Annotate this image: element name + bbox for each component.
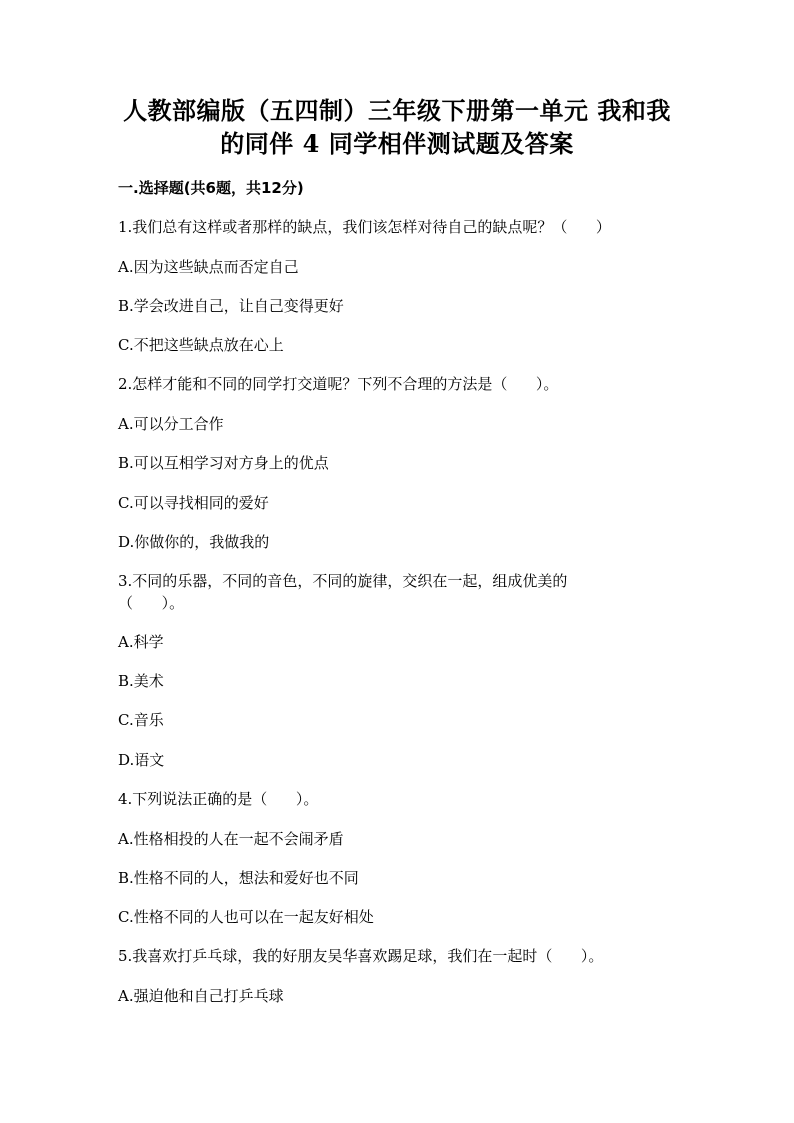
- question-2-option-b: B.可以互相学习对方身上的优点: [118, 454, 329, 472]
- question-4-option-c: C.性格不同的人也可以在一起友好相处: [118, 908, 374, 926]
- question-5-stem: 5.我喜欢打乒乓球，我的好朋友吴华喜欢踢足球，我们在一起时（ ）。: [118, 947, 604, 965]
- question-4-stem: 4.下列说法正确的是（ ）。: [118, 790, 319, 808]
- question-5-option-a: A.强迫他和自己打乒乓球: [118, 987, 284, 1005]
- section-heading: 一.选择题(共6题，共12分): [118, 179, 304, 197]
- question-2-stem: 2.怎样才能和不同的同学打交道呢？下列不合理的方法是（ ）。: [118, 375, 559, 393]
- question-4-option-b: B.性格不同的人，想法和爱好也不同: [118, 869, 359, 887]
- page-title-line-2: 的同伴 4 同学相伴测试题及答案: [220, 129, 574, 158]
- question-1-option-a: A.因为这些缺点而否定自己: [118, 258, 299, 276]
- question-3-option-a: A.科学: [118, 633, 164, 651]
- question-2-option-c: C.可以寻找相同的爱好: [118, 494, 269, 512]
- question-1-option-b: B.学会改进自己，让自己变得更好: [118, 297, 344, 315]
- question-3-stem-line-1: 3.不同的乐器，不同的音色，不同的旋律，交织在一起，组成优美的: [118, 572, 568, 590]
- question-4-option-a: A.性格相投的人在一起不会闹矛盾: [118, 830, 344, 848]
- question-3-option-c: C.音乐: [118, 711, 164, 729]
- question-3-stem-line-2: （ ）。: [118, 594, 185, 612]
- question-2-option-a: A.可以分工合作: [118, 415, 224, 433]
- question-3-option-b: B.美术: [118, 672, 164, 690]
- question-1-option-c: C.不把这些缺点放在心上: [118, 336, 284, 354]
- question-2-option-d: D.你做你的，我做我的: [118, 533, 270, 551]
- page-title-line-1: 人教部编版（五四制）三年级下册第一单元 我和我: [123, 96, 671, 125]
- question-3-option-d: D.语文: [118, 751, 165, 769]
- question-1-stem: 1.我们总有这样或者那样的缺点，我们该怎样对待自己的缺点呢？（ ）: [118, 218, 611, 236]
